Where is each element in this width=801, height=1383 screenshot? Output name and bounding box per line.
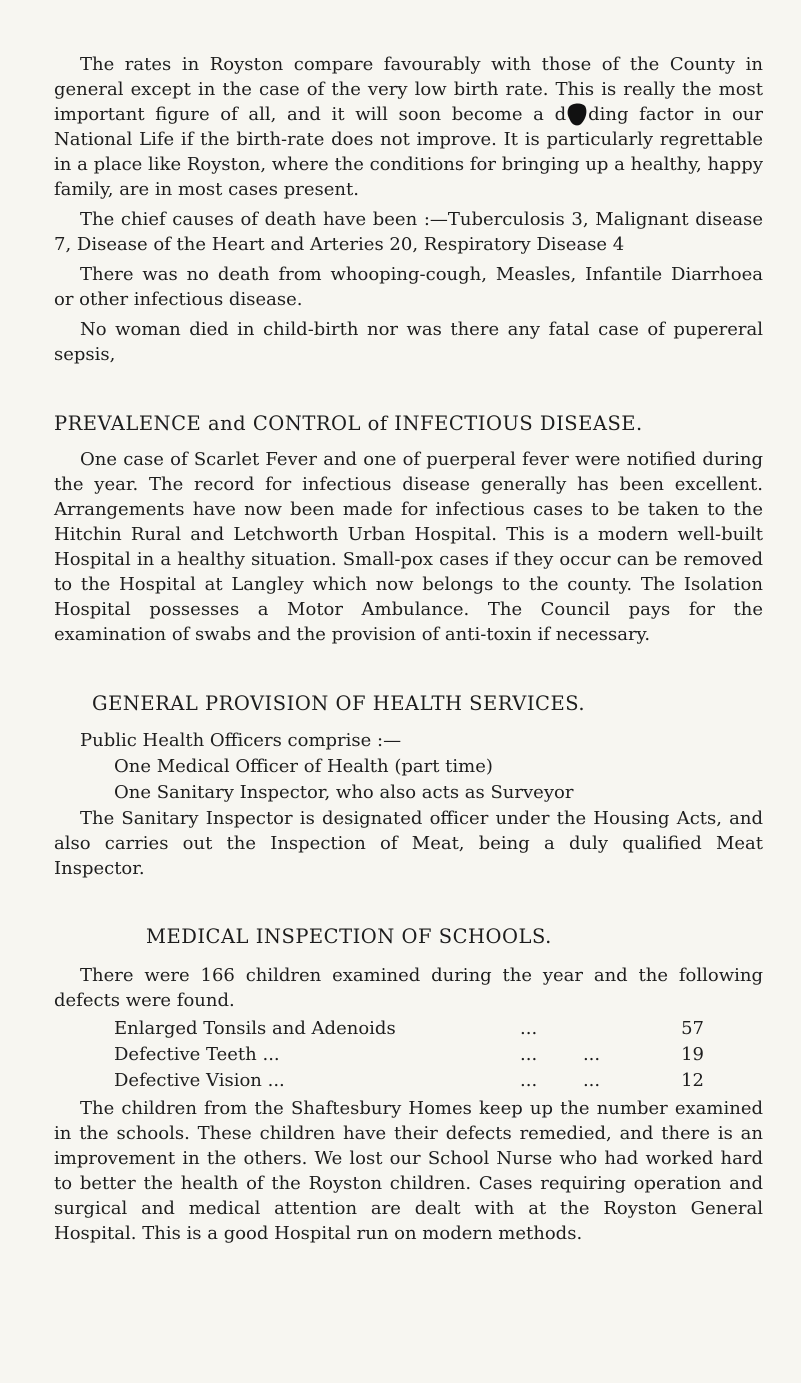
prevalence-paragraph: One case of Scarlet Fever and one of puerperal fever were notified during the year. The record for infectious disease generally has been excellent. Arrangements have now been made for infectious cases to be taken to the Hitchin Rural and Letchworth Urban Hospital. This is a modern well-built Hospital in a healthy situation. Small-pox cases if they occur can be removed to the Hospital at Langley which now belongs to the county. The Isolation Hospital possesses a Motor Ambulance. The Council pays for the examination of swabs and the provision of anti-toxin if necessary.: [54, 449, 763, 645]
sanitary-inspector-paragraph: The Sanitary Inspector is designated officer under the Housing Acts, and also carries out the Inspection of Meat, being a duly qualified Meat Inspector.: [54, 808, 763, 879]
defect-row: [54, 1068, 763, 1094]
intro-text-b: ding factor in our National Life if the birth-rate does not improve.: [54, 104, 763, 150]
no-infectious-death-paragraph: There was no death from whooping-cough, Measles, Infantile Diarrhoea or other infectious disease.: [54, 264, 763, 310]
ink-blot: [566, 108, 588, 122]
defect-dots: ...: [520, 1018, 538, 1039]
defect-dots: ... ...: [520, 1044, 601, 1065]
defect-count: 57: [681, 1018, 704, 1039]
defect-dots: ... ...: [520, 1070, 601, 1091]
general-provision-heading: GENERAL PROVISION OF HEALTH SERVICES.: [92, 692, 586, 715]
causes-of-death-paragraph: The chief causes of death have been :—Tuberculosis 3, Malignant disease 7, Disease of the Heart and Arteries 20, Respiratory Disease 4: [54, 209, 763, 255]
prevalence-heading: PREVALENCE and CONTROL of INFECTIOUS DISEASE.: [54, 412, 643, 435]
shaftesbury-homes-paragraph: The children from the Shaftesbury Homes keep up the number examined in the schools. These children have their defects remedied, and there is an improvement in the others. We lost our School Nurse who had worked hard to better the health of the Royston children. Cases requiring operation and surgical and medical attention are dealt with at the Royston General Hospital. This is a good Hospital run on modern methods.: [54, 1098, 763, 1244]
officer-item: One Sanitary Inspector, who also acts as Surveyor: [114, 782, 574, 803]
intro-paragraph-rates: [54, 52, 763, 202]
defect-label: Defective Vision ...: [114, 1070, 285, 1091]
medical-inspection-heading: MEDICAL INSPECTION OF SCHOOLS.: [146, 925, 552, 948]
officers-intro: Public Health Officers comprise :—: [80, 730, 402, 751]
child-birth-paragraph: No woman died in child-birth nor was there any fatal case of pupereral sepsis,: [54, 319, 763, 365]
defect-count: 19: [681, 1044, 704, 1065]
defect-count: 12: [681, 1070, 704, 1091]
children-examined-paragraph: There were 166 children examined during the year and the following defects were found.: [54, 965, 763, 1011]
defect-row: [54, 1042, 763, 1068]
officer-item: One Medical Officer of Health (part time): [114, 756, 493, 777]
defect-label: Enlarged Tonsils and Adenoids: [114, 1018, 396, 1039]
intro-text-a: The rates in Royston compare favourably with those of the County in general except in the case of the very low birth rate. This is really the most important figure of all, and it will soon become a d: [54, 54, 763, 125]
officers-list: [54, 728, 763, 806]
defect-row: [54, 1016, 763, 1042]
defect-label: Defective Teeth ...: [114, 1044, 280, 1065]
intro-text-c: It is particularly regrettable in a place like Royston, where the conditions for bringing up a healthy, happy family, are in most cases present.: [54, 129, 763, 200]
defects-table: [54, 1016, 763, 1094]
